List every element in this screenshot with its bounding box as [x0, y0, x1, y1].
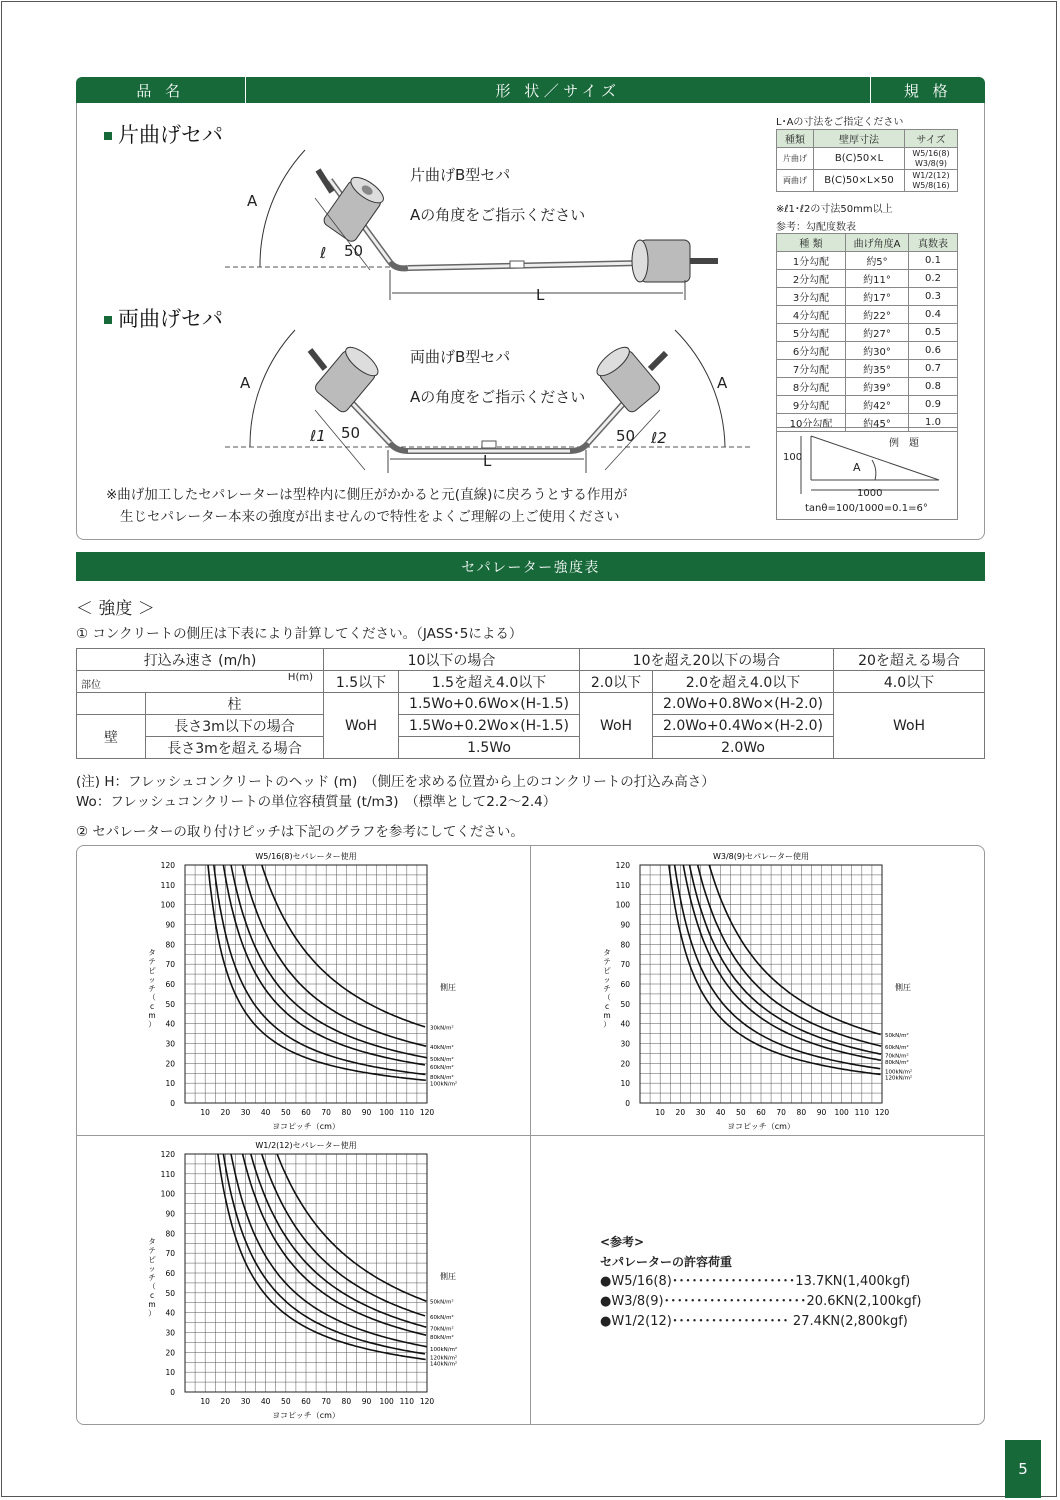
slope-row [777, 306, 958, 324]
y-tick-label: 30 [620, 1039, 630, 1049]
series-label: 30kN/m² [430, 1025, 454, 1032]
double-type-label: 両曲げB型セパ [410, 348, 511, 366]
header-name: 品 名 [136, 81, 185, 100]
strength-cell: 4.0以下 [834, 671, 985, 693]
y-axis-label-char: （ [148, 993, 156, 1002]
chart-title: W5/16(8)セパレーター使用 [255, 852, 357, 861]
chart-w1-2 [130, 1137, 470, 1422]
slope-cell: 9分勾配 [777, 396, 846, 414]
y-tick-label: 0 [170, 1388, 175, 1397]
slope-row [777, 342, 958, 360]
slope-row [777, 324, 958, 342]
double-label-a-right: A [717, 374, 728, 392]
series-label: 100kN/m² [430, 1347, 458, 1354]
series-label: 120kN/m² [885, 1075, 913, 1082]
y-axis-label-char: c [149, 1291, 155, 1300]
y-tick-label: 90 [165, 1209, 175, 1219]
x-tick-label: 80 [341, 1397, 352, 1406]
y-axis-label-char: タ [148, 1237, 156, 1246]
series-label: 80kN/m² [430, 1335, 454, 1342]
strength-bar: セパレーター強度表 [76, 552, 985, 581]
slope-cell: 約30° [846, 342, 909, 360]
y-tick-label: 110 [160, 880, 175, 890]
y-axis-label-char: テ [603, 957, 611, 966]
double-label-a-left: A [240, 374, 251, 392]
slope-cell: 0.8 [909, 378, 958, 396]
y-tick-label: 20 [165, 1348, 175, 1358]
y-tick-label: 40 [165, 1308, 175, 1318]
y-tick-label: 20 [165, 1059, 175, 1069]
chart-w3-8 [585, 848, 925, 1133]
y-tick-label: 90 [620, 920, 630, 930]
slope-cell: 0.5 [909, 324, 958, 342]
series-label: 40kN/m² [430, 1044, 454, 1051]
slope-th: 真数表 [909, 234, 958, 252]
x-tick-label: 110 [854, 1108, 869, 1117]
y-tick-label: 50 [165, 999, 175, 1009]
single-type-label: 片曲げB型セパ [410, 166, 511, 184]
strength-cell: 1.5を超え4.0以下 [399, 671, 580, 693]
slope-cell: 約5° [846, 252, 909, 270]
header-shape: 形 状／サイズ [495, 81, 621, 100]
y-tick-label: 80 [165, 940, 175, 950]
strength-cell: 打込み速さ (m/h) [77, 649, 324, 671]
x-tick-label: 70 [321, 1397, 331, 1406]
x-tick-label: 50 [736, 1108, 746, 1117]
series-label: 50kN/m² [885, 1032, 909, 1039]
y-tick-label: 100 [615, 900, 630, 910]
example-box [776, 427, 958, 520]
x-tick-label: 120 [419, 1108, 435, 1117]
y-tick-label: 70 [620, 960, 630, 970]
slope-cell: 7分勾配 [777, 360, 846, 378]
y-tick-label: 100 [160, 900, 175, 910]
y-tick-label: 60 [620, 980, 630, 989]
single-angle-note: Aの角度をご指示ください [410, 206, 586, 224]
x-tick-label: 10 [655, 1108, 665, 1117]
y-axis-label-char: （ [603, 993, 611, 1002]
y-tick-label: 40 [165, 1019, 175, 1029]
x-tick-label: 80 [796, 1108, 807, 1117]
series-label: 70kN/m² [885, 1053, 909, 1060]
y-axis-label-char: m [148, 1011, 156, 1020]
series-line [208, 865, 426, 1080]
size-cell: W5/16(8) W3/8(9) [905, 148, 958, 170]
size-cell: B(C)50×L×50 [814, 170, 905, 192]
y-axis-label-char: チ [603, 984, 611, 993]
strength-cell [77, 693, 146, 715]
size-cell: 両曲げ [777, 170, 814, 192]
single-label-l: L [536, 286, 545, 304]
slope-cell: 約17° [846, 288, 909, 306]
single-label-50: 50 [344, 242, 364, 260]
strength-cell: 2.0Wo+0.4Wo×(H-2.0) [653, 715, 834, 737]
series-label: 120kN/m² [430, 1355, 458, 1362]
example-title: 例 題 [889, 438, 919, 449]
size-th: 種類 [777, 130, 814, 148]
x-tick-label: 110 [399, 1108, 414, 1117]
slope-row [777, 252, 958, 270]
x-tick-label: 120 [419, 1397, 435, 1406]
series-line [277, 1154, 426, 1301]
size-cell: B(C)50×L [814, 148, 905, 170]
single-bend-diagram [220, 140, 740, 310]
size-th: 壁厚寸法 [814, 130, 905, 148]
y-tick-label: 120 [615, 861, 630, 870]
reference-item: ●W5/16(8)･･･････････････････13.7KN(1,400kgf) [600, 1274, 911, 1289]
reference-item: ●W3/8(9)･･････････････････････20.6KN(2,100kgf) [600, 1294, 922, 1309]
x-tick-label: 30 [240, 1108, 251, 1117]
y-tick-label: 10 [620, 1079, 630, 1089]
slope-cell: 約27° [846, 324, 909, 342]
strength-cell: 2.0Wo+0.8Wo×(H-2.0) [653, 693, 834, 715]
slope-cell: 0.1 [909, 252, 958, 270]
slope-cell: 1分勾配 [777, 252, 846, 270]
reference-title: <参考> [600, 1235, 645, 1249]
y-tick-label: 30 [165, 1039, 175, 1049]
slope-cell: 約22° [846, 306, 909, 324]
x-tick-label: 50 [281, 1108, 291, 1117]
x-tick-label: 100 [379, 1108, 394, 1117]
size-cell: W1/2(12) W5/8(16) [905, 170, 958, 192]
x-tick-label: 30 [695, 1108, 706, 1117]
series-label: 100kN/m² [885, 1069, 913, 1076]
x-axis-label: ヨコピッチ（cm） [272, 1122, 340, 1131]
series-label: 50kN/m² [430, 1299, 454, 1306]
x-tick-label: 70 [776, 1108, 786, 1117]
slope-cell: 約42° [846, 396, 909, 414]
y-tick-label: 120 [160, 861, 175, 870]
y-tick-label: 60 [165, 980, 175, 989]
slope-cell: 約45° [846, 414, 909, 432]
slope-cell: 約35° [846, 360, 909, 378]
slope-cell: 6分勾配 [777, 342, 846, 360]
slope-cell: 0.3 [909, 288, 958, 306]
charts-hdivider [77, 1135, 984, 1136]
y-tick-label: 10 [165, 1079, 175, 1089]
x-tick-label: 90 [816, 1108, 827, 1117]
y-tick-label: 50 [620, 999, 630, 1009]
slope-cell: 0.6 [909, 342, 958, 360]
slope-th: 種 類 [777, 234, 846, 252]
slope-cell: 約11° [846, 270, 909, 288]
y-axis-label-char: ッ [148, 975, 156, 984]
x-tick-label: 90 [361, 1108, 372, 1117]
x-tick-label: 20 [220, 1397, 231, 1406]
chart-w5-16 [130, 848, 470, 1133]
legend-title: 側圧 [440, 1271, 456, 1281]
strength-cell: 長さ3mを超える場合 [146, 737, 324, 759]
series-label: 80kN/m² [885, 1060, 909, 1067]
size-footnote: ※ℓ1･ℓ2の寸法50mm以上 [776, 204, 893, 215]
series-line [683, 865, 881, 1060]
header-spec: 規 格 [903, 81, 953, 100]
series-label: 60kN/m² [430, 1065, 454, 1072]
series-line [262, 1154, 425, 1316]
strength-heading: ＜ 強度 ＞ [76, 599, 155, 619]
y-axis-label-char: テ [148, 1246, 156, 1255]
reference-subtitle: セパレーターの許容荷重 [600, 1255, 733, 1269]
slope-cell: 0.2 [909, 270, 958, 288]
y-axis-label-char: ピ [603, 966, 611, 975]
y-tick-label: 120 [160, 1150, 175, 1159]
strength-cell: 柱 [146, 693, 324, 715]
chart-title: W3/8(9)セパレーター使用 [712, 852, 810, 861]
strength-cell: 部位 H(m) [77, 671, 324, 693]
series-line [231, 865, 427, 1058]
strength-cell: WoH [834, 693, 985, 759]
strength-cell: 2.0以下 [580, 671, 653, 693]
y-axis-label-char: m [148, 1300, 156, 1309]
y-axis-label-char: c [149, 1002, 155, 1011]
slope-cell: 0.4 [909, 306, 958, 324]
reference-item: ●W1/2(12)･･････････････････ 27.4KN(2,800kgf) [600, 1314, 908, 1329]
y-axis-label-char: ） [148, 1020, 156, 1029]
slope-cell: 8分勾配 [777, 378, 846, 396]
slope-cell: 4分勾配 [777, 306, 846, 324]
y-tick-label: 80 [620, 940, 630, 950]
strength-cell: 1.5以下 [324, 671, 399, 693]
product-header [76, 77, 985, 103]
bend-note-line1: ※曲げ加工したセパレーターは型枠内に側圧がかかると元(直線)に戻ろうとする作用が [106, 487, 628, 503]
y-axis-label-char: ピ [148, 966, 156, 975]
strength-cell: 10以下の場合 [324, 649, 580, 671]
chart-title: W1/2(12)セパレーター使用 [255, 1141, 357, 1150]
size-cell: 片曲げ [777, 148, 814, 170]
y-tick-label: 90 [165, 920, 175, 930]
double-label-50-left: 50 [341, 424, 361, 442]
x-tick-label: 100 [379, 1397, 394, 1406]
strength-cell: 2.0を超え4.0以下 [653, 671, 834, 693]
strength-cell: 1.5Wo [399, 737, 580, 759]
series-line [698, 865, 882, 1046]
x-tick-label: 10 [200, 1108, 210, 1117]
y-tick-label: 60 [165, 1269, 175, 1278]
x-tick-label: 110 [399, 1397, 414, 1406]
y-axis-label-char: チ [148, 1273, 156, 1282]
size-table-caption: L･Aの寸法をご指定ください [776, 117, 904, 128]
page-number: 5 [1005, 1440, 1041, 1498]
strength-cell: 壁 [77, 715, 146, 759]
double-label-l2: ℓ2 [651, 429, 667, 447]
example-formula: tanθ=100/1000=0.1=6° [805, 503, 928, 514]
y-axis-label-char: チ [148, 984, 156, 993]
series-label: 60kN/m² [430, 1315, 454, 1322]
x-tick-label: 100 [834, 1108, 849, 1117]
series-label: 50kN/m² [430, 1056, 454, 1063]
double-label-l1: ℓ1 [310, 427, 326, 445]
slope-cell: 1.0 [909, 414, 958, 432]
x-tick-label: 30 [240, 1397, 251, 1406]
x-axis-label: ヨコピッチ（cm） [727, 1122, 795, 1131]
slope-cell: 3分勾配 [777, 288, 846, 306]
y-axis-label-char: ッ [603, 975, 611, 984]
y-tick-label: 100 [160, 1189, 175, 1199]
example-w: 1000 [857, 488, 883, 499]
y-tick-label: 10 [165, 1368, 175, 1378]
slope-cell: 2分勾配 [777, 270, 846, 288]
series-label: 60kN/m² [885, 1044, 909, 1051]
series-line [218, 1154, 426, 1360]
legend-title: 側圧 [440, 982, 456, 992]
strength-cell: 長さ3m以下の場合 [146, 715, 324, 737]
strength-cell: 1.5Wo+0.2Wo×(H-1.5) [399, 715, 580, 737]
x-axis-label: ヨコピッチ（cm） [272, 1411, 340, 1420]
slope-row [777, 360, 958, 378]
y-axis-label-char: ） [148, 1309, 156, 1318]
slope-cell: 5分勾配 [777, 324, 846, 342]
x-tick-label: 40 [260, 1108, 271, 1117]
series-label: 70kN/m² [430, 1326, 454, 1333]
legend-title: 側圧 [895, 982, 911, 992]
y-axis-label-char: ッ [148, 1264, 156, 1273]
y-axis-label-char: テ [148, 957, 156, 966]
strength-note2: Wo：フレッシュコンクリートの単位容積質量 (t/m3) （標準として2.2～2.4） [76, 794, 557, 810]
x-tick-label: 120 [874, 1108, 890, 1117]
series-line [709, 865, 881, 1035]
strength-note1: (注) H：フレッシュコンクリートのヘッド (m) （側圧を求める位置から上のコンクリートの打込み高さ） [76, 774, 715, 790]
example-h: 100 [783, 452, 803, 463]
slope-table [776, 233, 958, 432]
size-th: サイズ [905, 130, 958, 148]
y-tick-label: 0 [170, 1099, 175, 1108]
strength-intro: ① コンクリートの側圧は下表により計算してください。（JASS･5による） [76, 626, 523, 642]
y-axis-label-char: ） [603, 1020, 611, 1029]
x-tick-label: 80 [341, 1108, 352, 1117]
y-tick-label: 110 [615, 880, 630, 890]
strength-cell: 1.5Wo+0.6Wo×(H-1.5) [399, 693, 580, 715]
slope-row [777, 270, 958, 288]
series-label: 140kN/m² [430, 1361, 458, 1368]
x-tick-label: 60 [301, 1108, 311, 1117]
slope-cell: 0.9 [909, 396, 958, 414]
y-axis-label-char: タ [148, 948, 156, 957]
y-tick-label: 40 [620, 1019, 630, 1029]
y-axis-label-char: c [604, 1002, 610, 1011]
pitch-intro: ② セパレーターの取り付けピッチは下記のグラフを参考にしてください。 [76, 824, 524, 840]
x-tick-label: 40 [715, 1108, 726, 1117]
y-tick-label: 80 [165, 1229, 175, 1239]
double-label-l: L [483, 452, 492, 470]
example-angle: A [853, 461, 861, 474]
slope-cell: 0.7 [909, 360, 958, 378]
y-tick-label: 70 [165, 960, 175, 970]
strength-table [76, 648, 985, 759]
y-tick-label: 20 [620, 1059, 630, 1069]
slope-th: 曲げ角度A [846, 234, 909, 252]
series-label: 80kN/m² [430, 1075, 454, 1082]
slope-cell: 10分勾配 [777, 414, 846, 432]
x-tick-label: 40 [260, 1397, 271, 1406]
single-label-l1: ℓ [320, 244, 327, 262]
slope-table-caption: 参考：勾配度数表 [776, 222, 856, 233]
strength-cell: WoH [324, 693, 399, 759]
series-label: 100kN/m² [430, 1081, 458, 1088]
x-tick-label: 10 [200, 1397, 210, 1406]
x-tick-label: 20 [675, 1108, 686, 1117]
slope-row [777, 378, 958, 396]
size-table [776, 129, 958, 192]
strength-cell: 10を超え20以下の場合 [580, 649, 834, 671]
slope-cell: 約39° [846, 378, 909, 396]
x-tick-label: 50 [281, 1397, 291, 1406]
series-line [243, 865, 427, 1046]
slope-row [777, 396, 958, 414]
single-bend-title: 片曲げセパ [104, 119, 223, 149]
series-line [251, 1154, 426, 1327]
double-bend-title: 両曲げセパ [104, 303, 223, 333]
reference-block [600, 1232, 921, 1332]
strength-cell: 2.0Wo [653, 737, 834, 759]
slope-row [777, 288, 958, 306]
single-label-a: A [247, 192, 258, 210]
strength-cell: WoH [580, 693, 653, 759]
y-axis-label-char: ピ [148, 1255, 156, 1264]
x-tick-label: 20 [220, 1108, 231, 1117]
y-tick-label: 50 [165, 1288, 175, 1298]
double-label-50-right: 50 [616, 427, 636, 445]
bend-note-line2: 生じセパレーター本来の強度が出ませんので特性をよくご理解の上ご使用ください [120, 509, 620, 525]
y-tick-label: 30 [165, 1328, 175, 1338]
y-axis-label-char: タ [603, 948, 611, 957]
x-tick-label: 90 [361, 1397, 372, 1406]
double-angle-note: Aの角度をご指示ください [410, 388, 586, 406]
x-tick-label: 60 [756, 1108, 766, 1117]
y-tick-label: 70 [165, 1249, 175, 1259]
y-tick-label: 110 [160, 1169, 175, 1179]
y-axis-label-char: m [603, 1011, 611, 1020]
x-tick-label: 70 [321, 1108, 331, 1117]
series-line [262, 865, 425, 1027]
strength-cell: 20を超える場合 [834, 649, 985, 671]
y-axis-label-char: （ [148, 1282, 156, 1291]
y-tick-label: 0 [625, 1099, 630, 1108]
x-tick-label: 60 [301, 1397, 311, 1406]
